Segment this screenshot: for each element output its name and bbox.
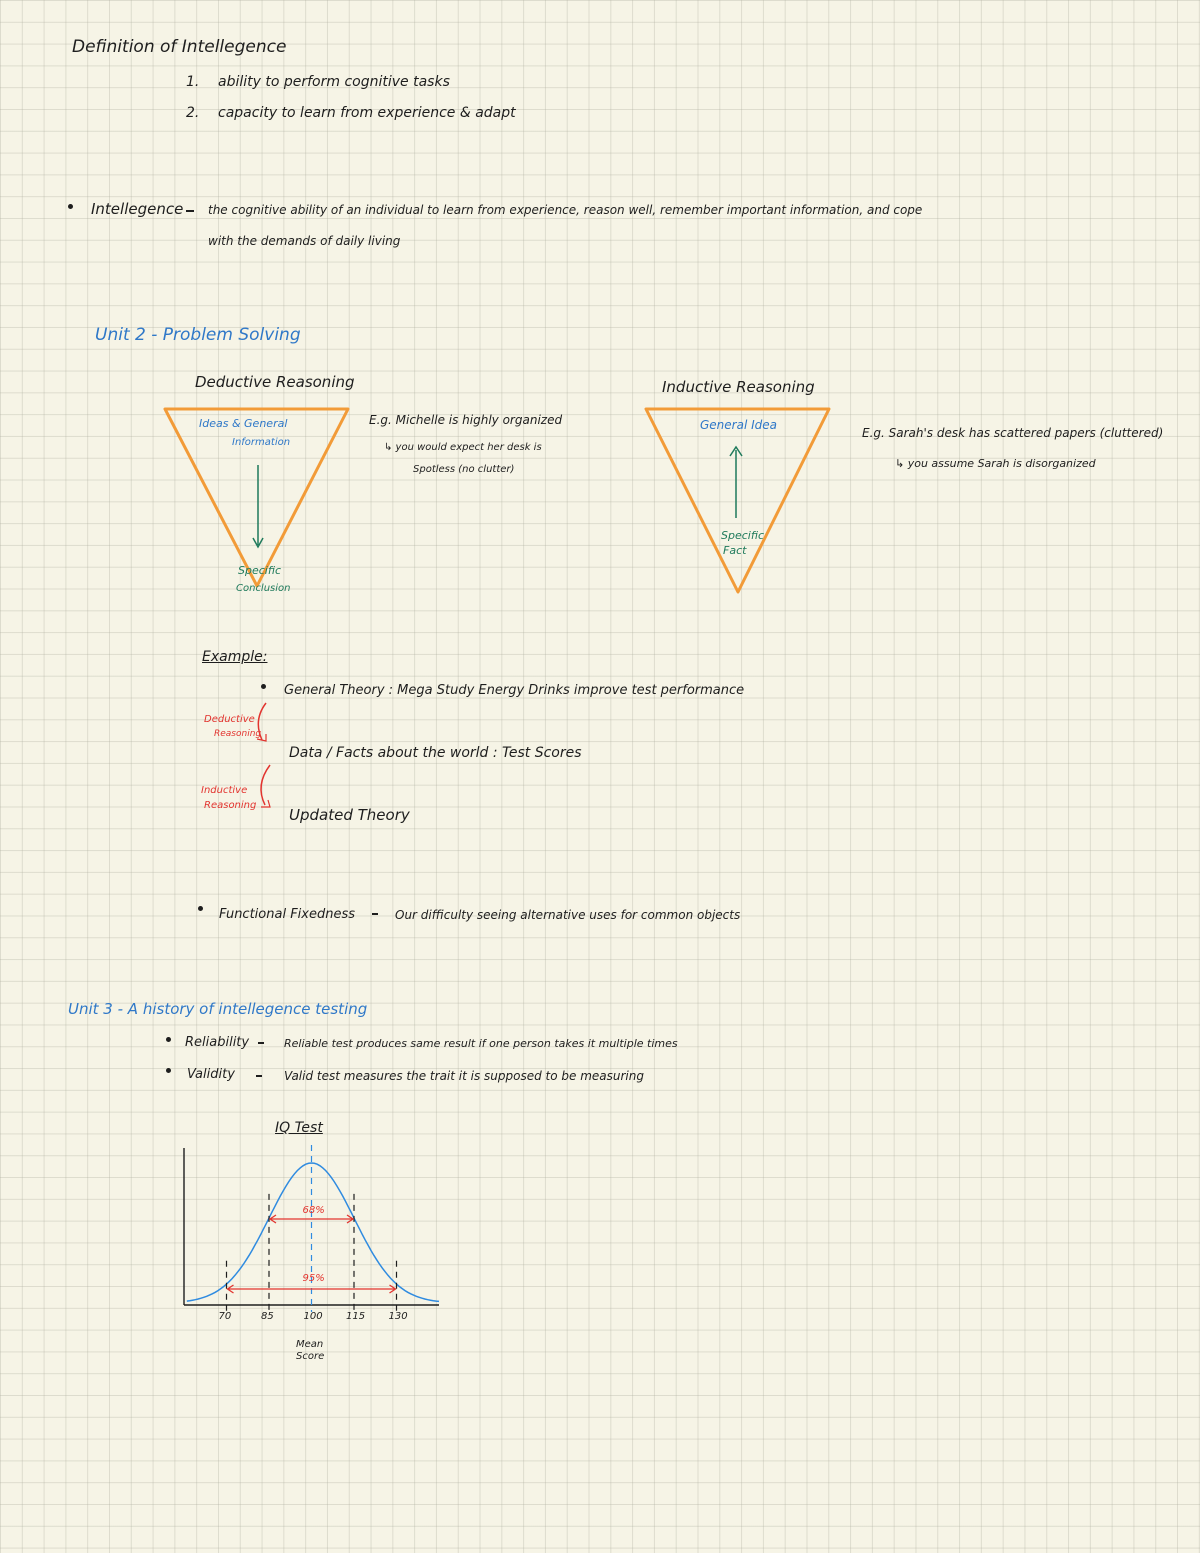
unit2-title: Unit 2 - Problem Solving	[95, 325, 301, 345]
definition-heading: Definition of Intellegence	[72, 37, 287, 57]
definition-item-1-number: 1.	[186, 74, 200, 90]
validity-term: Validity	[187, 1067, 235, 1082]
validity-definition: Valid test measures the trait it is supposed to be measuring	[284, 1069, 644, 1083]
definition-item-1-text: ability to perform cognitive tasks	[218, 74, 450, 90]
functional-fixedness-term: Functional Fixedness	[219, 907, 356, 922]
intelligence-definition-line2: with the demands of daily living	[208, 234, 401, 248]
reliability-term: Reliability	[185, 1035, 250, 1050]
inductive-top-label: General Idea	[700, 418, 777, 432]
deductive-top-label-line1: Ideas & General	[199, 417, 288, 430]
deductive-example-line1: E.g. Michelle is highly organized	[369, 413, 563, 427]
intelligence-definition-line1: the cognitive ability of an individual to learn from experience, reason well, remember important information, and cope	[208, 203, 923, 217]
example-general-theory: General Theory : Mega Study Energy Drinks improve test performance	[284, 683, 745, 698]
pct-label-inner: 68%	[302, 1205, 325, 1216]
iq-chart-title: IQ Test	[275, 1120, 323, 1136]
inductive-side-label-line1: Inductive	[201, 785, 248, 796]
functional-fixedness-definition: Our difficulty seeing alternative uses for common objects	[395, 908, 741, 922]
deductive-example-line2: ↳ you would expect her desk is	[384, 442, 542, 453]
x-tick-label-85: 85	[261, 1311, 274, 1322]
inductive-bottom-label-line2: Fact	[723, 544, 747, 557]
inductive-example-line2: ↳ you assume Sarah is disorganized	[895, 457, 1096, 470]
deductive-side-label-line1: Deductive	[204, 714, 255, 725]
x-tick-label-115: 115	[346, 1311, 366, 1322]
mean-score-label-line1: Mean	[296, 1339, 324, 1350]
mean-score-label-line2: Score	[296, 1351, 325, 1362]
deductive-side-label-line2: Reasoning	[214, 729, 262, 739]
x-tick-label-70: 70	[218, 1311, 232, 1322]
definition-item-2-number: 2.	[186, 105, 200, 121]
inductive-title: Inductive Reasoning	[662, 378, 815, 396]
intelligence-term: Intellegence	[91, 200, 184, 218]
x-tick-label-130: 130	[388, 1311, 408, 1322]
deductive-bottom-label-line2: Conclusion	[236, 583, 291, 594]
example-data-facts: Data / Facts about the world : Test Scores	[289, 745, 582, 761]
example-label: Example:	[202, 649, 268, 665]
deductive-title: Deductive Reasoning	[195, 373, 355, 391]
definition-item-2-text: capacity to learn from experience & adapt	[218, 105, 516, 121]
pct-label-outer: 95%	[302, 1273, 325, 1284]
deductive-bottom-label-line1: Specific	[238, 564, 281, 577]
inductive-side-label-line2: Reasoning	[204, 800, 257, 811]
unit3-title: Unit 3 - A history of intellegence testing	[68, 1000, 368, 1018]
inductive-bottom-label-line1: Specific	[721, 529, 764, 542]
reliability-definition: Reliable test produces same result if one person takes it multiple times	[284, 1037, 678, 1050]
inductive-example-line1: E.g. Sarah's desk has scattered papers (cluttered)	[862, 426, 1164, 440]
deductive-top-label-line2: Information	[232, 437, 291, 448]
deductive-example-line3: Spotless (no clutter)	[413, 464, 515, 475]
x-tick-label-100: 100	[303, 1311, 323, 1322]
example-updated-theory: Updated Theory	[289, 806, 410, 824]
